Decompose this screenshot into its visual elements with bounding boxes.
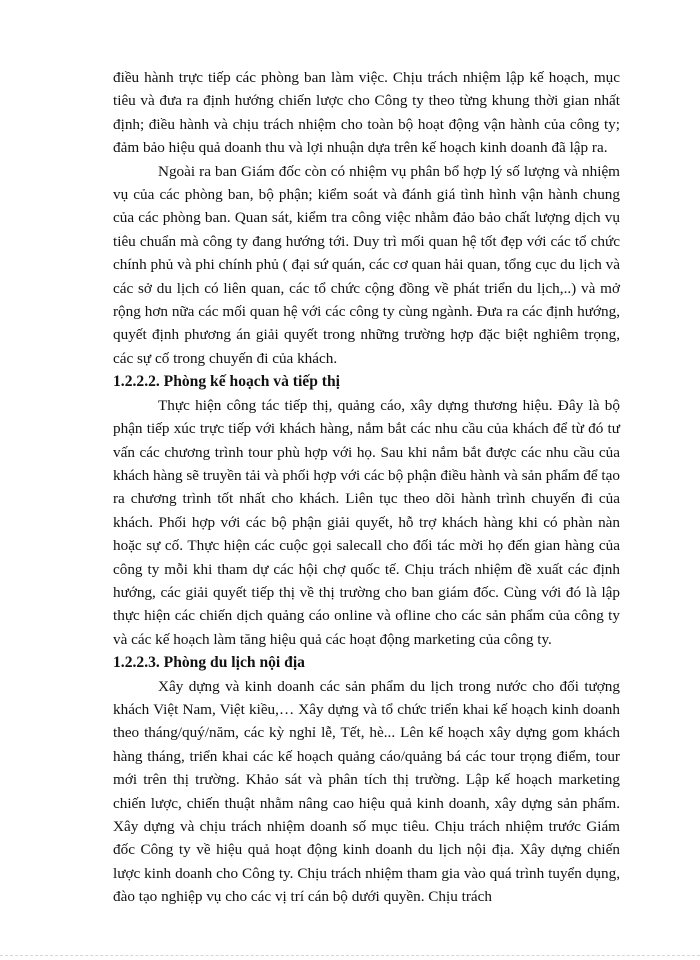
section-heading-planning-marketing: 1.2.2.2. Phòng kế hoạch và tiếp thị — [113, 373, 341, 391]
paragraph-planning-marketing: Thực hiện công tác tiếp thị, quảng cáo, xây dựng thương hiệu. Đây là bộ phận tiếp xúc trực tiếp với khách hàng, nắm bắt các nhu cầu của khách để từ đó tư vấn các chương trình tour phù hợp với họ. Sau khi nắm bắt được các nhu cầu của khách hàng sẽ truyền tải và phối hợp với các bộ phận điều hành và sản phẩm để tạo ra chương trình tốt nhất cho khách. Liên tục theo dõi hành trình chuyến đi của khách. Phối hợp với các bộ phận giải quyết, hỗ trợ khách hàng khi có phàn nàn hoặc sự cố. Thực hiện các cuộc gọi salecall cho đối tác mời họ đến gian hàng của công ty mỗi khi tham dự các hội chợ quốc tế. Chịu trách nhiệm đề xuất các định hướng, các giải quyết tiếp thị về thị trường cho ban giám đốc. Cùng với đó là lập thực hiện các chiến dịch quảng cáo online và ofline cho các sản phẩm của công ty và các kế hoạch làm tăng hiệu quả các hoạt động marketing của công ty. — [113, 396, 620, 648]
paragraph-board-tasks: Ngoài ra ban Giám đốc còn có nhiệm vụ phân bổ hợp lý số lượng và nhiệm vụ của các phòng ban, bộ phận; kiểm soát và đánh giá tình hình vận hành chung của các phòng ban. Quan sát, kiểm tra công việc nhằm đảo bảo chất lượng dịch vụ tiêu chuẩn mà công ty đang hướng tới. Duy trì mối quan hệ tốt đẹp với các tổ chức chính phủ và phi chính phủ ( đại sứ quán, các cơ quan hải quan, tổng cục du lịch và các sở du lịch có liên quan, các tổ chức cộng đồng về phát triển du lịch,..) và mở rộng hơn nữa các mối quan hệ với các công ty cùng ngành. Đưa ra các định hướng, quyết định phương án giải quyết trong những trường hợp đặc biệt nghiêm trọng, các sự cố trong chuyến đi của khách. — [113, 162, 620, 367]
document-page — [113, 66, 620, 909]
paragraph-director-duties: điều hành trực tiếp các phòng ban làm việc. Chịu trách nhiệm lập kế hoạch, mục tiêu và đưa ra định hướng chiến lược cho Công ty theo từng khung thời gian nhất định; điều hành và chịu trách nhiệm cho toàn bộ hoạt động vận hành của công ty; đảm bảo hiệu quả doanh thu và lợi nhuận dựa trên kế hoạch kinh doanh đã lập ra. — [113, 69, 620, 157]
section-heading-domestic-travel: 1.2.2.3. Phòng du lịch nội địa — [113, 654, 305, 672]
paragraph-domestic-travel: Xây dựng và kinh doanh các sản phẩm du lịch trong nước cho đối tượng khách Việt Nam, Việt kiều,… Xây dựng và tổ chức triển khai kế hoạch kinh doanh theo tháng/quý/năm, các kỳ nghỉ lễ, Tết, hè... Lên kế hoạch xây dựng gom khách hàng tháng, triển khai các kế hoạch quảng cáo/quảng bá các tour trọng điểm, tour mới trên thị trường. Khảo sát và phân tích thị trường. Lập kế hoạch marketing chiến lược, chiến thuật nhằm nâng cao hiệu quả kinh doanh, xây dựng sản phẩm. Xây dựng và chịu trách nhiệm doanh số mục tiêu. Chịu trách nhiệm trước Giám đốc Công ty về hiệu quả hoạt động kinh doanh du lịch nội địa. Xây dựng chiến lược kinh doanh cho Công ty. Chịu trách nhiệm tham gia vào quá trình tuyển dụng, đào tạo nghiệp vụ cho các vị trí cán bộ dưới quyền. Chịu trách — [113, 677, 620, 906]
page-bottom-divider — [0, 955, 700, 956]
